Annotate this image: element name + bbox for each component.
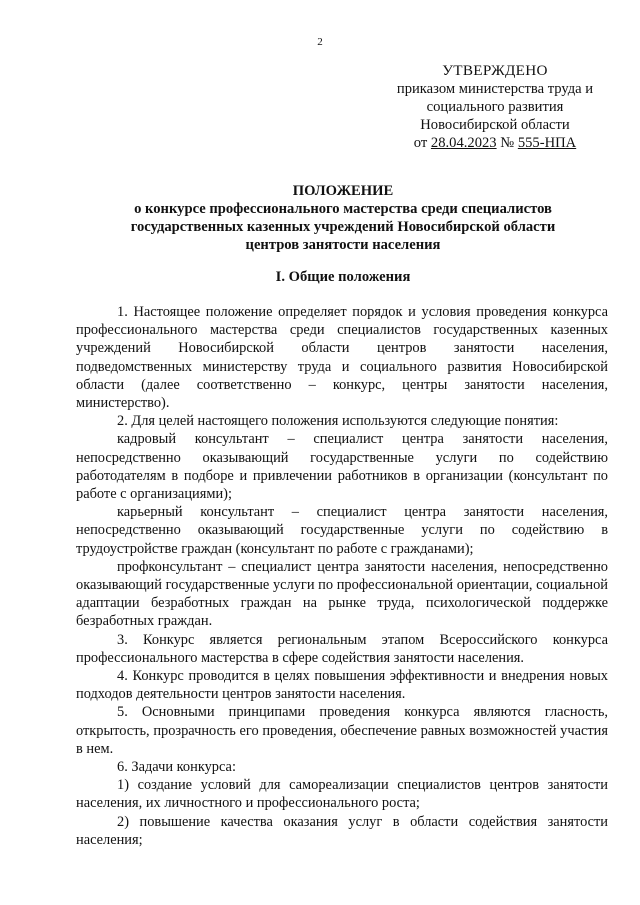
- paragraph: 1. Настоящее положение определяет порядок и условия проведения конкурса профессионального мастерства среди специалистов государственных казенных учреждений Новосибирской области центров занятости населения, подведомственных министерству труда и социального развития Новосибирской области (далее соответственно – конкурс, центры занятости населения, министерство).: [76, 304, 608, 412]
- approval-order-line: [385, 134, 605, 152]
- paragraph: 1) создание условий для самореализации специалистов центров занятости населения, их личностного и профессионального роста;: [76, 777, 608, 812]
- paragraph: кадровый консультант – специалист центра занятости населения, непосредственно оказывающий государственные услуги по содействию работодателям в подборе и привлечении работников в организации (консультант по работе с организациями);: [76, 431, 608, 503]
- heading-title: ПОЛОЖЕНИЕ: [292, 183, 394, 199]
- approval-number-sign: №: [496, 135, 518, 151]
- document-body: [76, 303, 608, 849]
- approval-line: социального развития: [426, 99, 564, 115]
- approval-number: 555-НПА: [517, 135, 577, 151]
- document-heading: [60, 182, 626, 254]
- approval-line: Новосибирской области: [420, 117, 570, 133]
- approval-title: УТВЕРЖДЕНО: [442, 62, 548, 79]
- paragraph: 4. Конкурс проводится в целях повышения эффективности и внедрения новых подходов деятельности центров занятости населения.: [76, 668, 608, 703]
- approval-date: 28.04.2023: [430, 135, 497, 151]
- heading-subtitle: о конкурсе профессионального мастерства среди специалистов: [134, 201, 552, 217]
- paragraph: 6. Задачи конкурса:: [117, 759, 236, 776]
- page-number: 2: [317, 36, 323, 48]
- heading-subtitle: государственных казенных учреждений Новосибирской области: [130, 219, 556, 235]
- paragraph: карьерный консультант – специалист центра занятости населения, непосредственно оказывающий государственные услуги по содействию в трудоустройстве граждан (консультант по работе с гражданами);: [76, 504, 608, 557]
- approval-line: приказом министерства труда и: [396, 81, 594, 97]
- paragraph: 5. Основными принципами проведения конкурса являются гласность, открытость, прозрачность его проведения, обеспечение равных возможностей участия в нем.: [76, 704, 608, 757]
- approval-prefix: от: [413, 135, 431, 151]
- paragraph: 2. Для целей настоящего положения используются следующие понятия:: [117, 413, 559, 430]
- approval-stamp: [385, 62, 605, 152]
- paragraph: профконсультант – специалист центра занятости населения, непосредственно оказывающий государственные услуги по профессиональной ориентации, социальной адаптации безработных граждан на рынке труда, психологической поддержке безработных граждан.: [76, 558, 608, 630]
- paragraph: 3. Конкурс является региональным этапом Всероссийского конкурса профессионального мастерства в сфере содействия занятости населения.: [76, 631, 608, 666]
- section-title: I. Общие положения: [275, 269, 411, 285]
- paragraph: 2) повышение качества оказания услуг в области содействия занятости населения;: [76, 813, 608, 848]
- heading-subtitle: центров занятости населения: [245, 237, 441, 253]
